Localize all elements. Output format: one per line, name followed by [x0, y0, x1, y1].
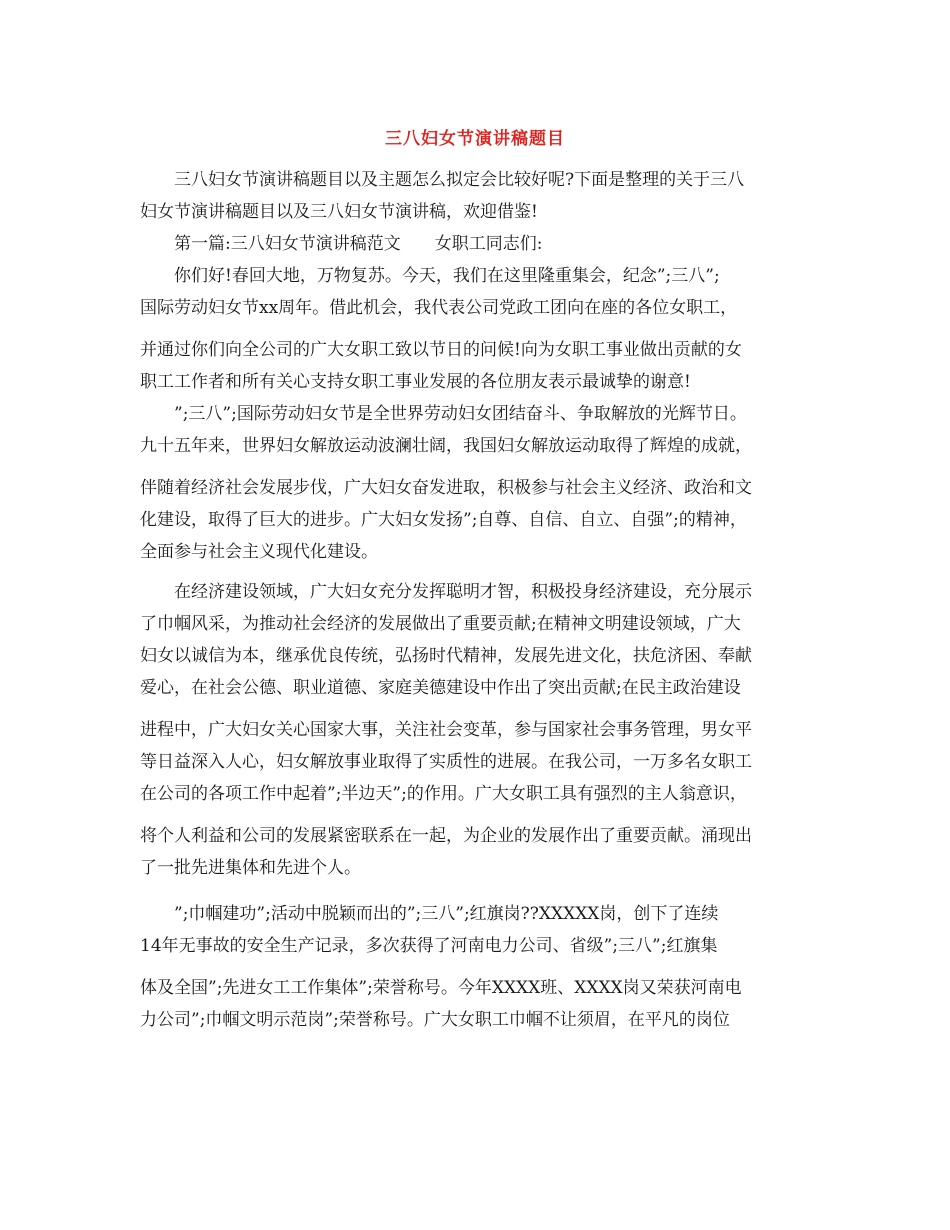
text-line: 伴随着经济社会发展步伐，广大妇女奋发进取，积极参与社会主义经济、政治和文 [140, 478, 752, 498]
text-line: 九十五年来，世界妇女解放运动波澜壮阔，我国妇女解放运动取得了辉煌的成就， [140, 436, 752, 456]
document-title: 三八妇女节演讲稿题目 [385, 129, 565, 149]
text-line: 在经济建设领域，广大妇女充分发挥聪明才智，积极投身经济建设，充分展示 [140, 582, 752, 602]
text-line: 职工工作者和所有关心支持女职工事业发展的各位朋友表示最诚挚的谢意! [140, 372, 691, 392]
text-line: 化建设，取得了巨大的进步。广大妇女发扬”;自尊、自信、自立、自强”;的精神， [140, 510, 747, 530]
text-line: 三八妇女节演讲稿题目以及主题怎么拟定会比较好呢?下面是整理的关于三八 [140, 170, 745, 190]
text-line: 第一篇:三八妇女节演讲稿范文 女职工同志们: [140, 234, 543, 254]
text-line: ”;巾帼建功”;活动中脱颖而出的”;三八”;红旗岗??XXXXX岗，创下了连续 [140, 904, 719, 924]
text-line: 力公司”;巾帼文明示范岗”;荣誉称号。广大女职工巾帼不让须眉，在平凡的岗位 [140, 1010, 730, 1030]
text-line: 了一批先进集体和先进个人。 [140, 858, 361, 878]
text-line: 等日益深入人心，妇女解放事业取得了实质性的进展。在我公司，一万多名女职工 [140, 752, 752, 772]
text-line: ”;三八”;国际劳动妇女节是全世界劳动妇女团结奋斗、争取解放的光辉节日。 [140, 404, 747, 424]
text-line: 进程中，广大妇女关心国家大事，关注社会变革，参与国家社会事务管理，男女平 [140, 720, 752, 740]
text-line: 体及全国”;先进女工工作集体”;荣誉称号。今年XXXX班、XXXX岗又荣获河南电 [140, 978, 742, 998]
text-line: 全面参与社会主义现代化建设。 [140, 542, 378, 562]
text-line: 你们好!春回大地，万物复苏。今天，我们在这里隆重集会，纪念”;三八”; [140, 266, 720, 286]
text-line: 并通过你们向全公司的广大女职工致以节日的问候!向为女职工事业做出贡献的女 [140, 340, 742, 360]
text-line: 了巾帼风采，为推动社会经济的发展做出了重要贡献;在精神文明建设领域，广大 [140, 614, 741, 634]
text-line: 在公司的各项工作中起着”;半边天”;的作用。广大女职工具有强烈的主人翁意识， [140, 784, 747, 804]
text-line: 14年无事故的安全生产记录，多次获得了河南电力公司、省级”;三八”;红旗集 [140, 936, 718, 956]
text-line: 妇女节演讲稿题目以及三八妇女节演讲稿，欢迎借鉴! [140, 202, 538, 222]
text-line: 将个人利益和公司的发展紧密联系在一起，为企业的发展作出了重要贡献。涌现出 [140, 826, 752, 846]
text-line: 妇女以诚信为本，继承优良传统，弘扬时代精神，发展先进文化，扶危济困、奉献 [140, 646, 752, 666]
text-line: 爱心，在社会公德、职业道德、家庭美德建设中作出了突出贡献;在民主政治建设 [140, 678, 741, 698]
text-line: 国际劳动妇女节xx周年。借此机会，我代表公司党政工团向在座的各位女职工， [140, 298, 738, 318]
